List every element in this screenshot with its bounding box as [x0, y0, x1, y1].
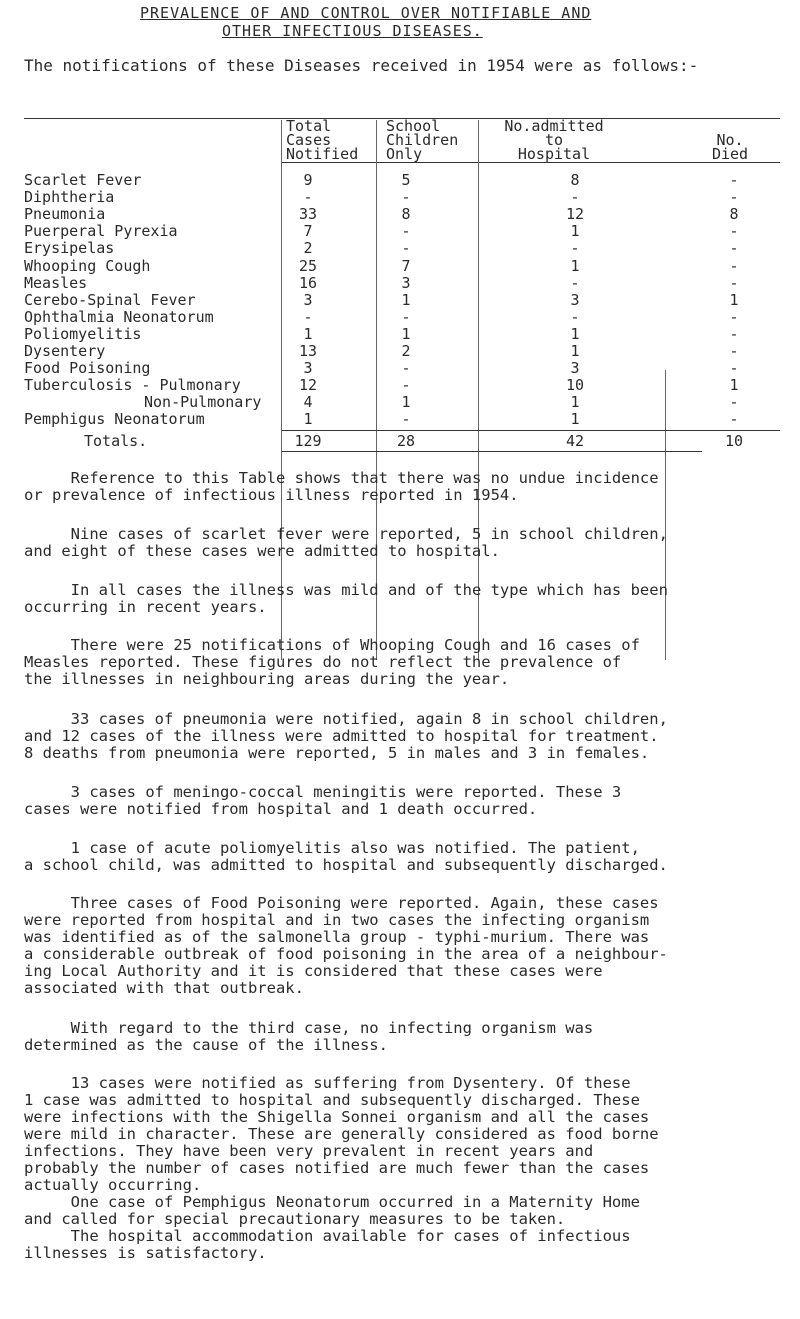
totals-bottom-rule [282, 451, 702, 452]
cell-admitted: 1 [570, 393, 580, 412]
cell-died: - [729, 222, 739, 241]
paragraph-pneumonia: 33 cases of pneumonia were notified, again 8 in school children, and 12 cases of the illness were admitted to hospital for treatment. 8 deaths from pneumonia were reported, 5 in males and 3 in females. [24, 710, 668, 762]
row-label: Food Poisoning [24, 359, 151, 378]
cell-school: - [401, 239, 411, 258]
cell-died: - [729, 256, 739, 275]
header-admitted: No.admitted to Hospital [504, 117, 604, 163]
col-sep-3 [478, 120, 479, 660]
cell-total: - [303, 188, 313, 207]
cell-total: 12 [298, 376, 318, 395]
cell-died: - [729, 188, 739, 207]
paragraph-food-poisoning: Three cases of Food Poisoning were reported. Again, these cases were reported from hospital and in two cases the infecting organism was identified as of the salmonella group - typhi-murium. There was a considerable outbreak of food poisoning in the area of a neighbour- ing Local Authority and it is considered that these cases were associated with that outbreak. [24, 894, 668, 997]
header-school-children: School Children Only [386, 117, 459, 163]
totals-top-rule [282, 430, 780, 431]
cell-total: - [303, 307, 313, 326]
cell-school: 2 [401, 342, 411, 360]
paragraph-third-case: With regard to the third case, no infecting organism was determined as the cause of the illness. [24, 1019, 594, 1054]
row-label: Measles [24, 273, 88, 292]
cell-admitted: - [570, 239, 580, 258]
cell-total: 33 [298, 205, 318, 224]
cell-school: 8 [401, 205, 411, 224]
paragraph-meningitis: 3 cases of meningo-coccal meningitis were reported. These 3 cases were notified from hospital and 1 death occurred. [24, 783, 622, 818]
cell-admitted: 1 [570, 222, 580, 241]
page-heading-line2: OTHER INFECTIOUS DISEASES. [222, 22, 483, 40]
cell-admitted: - [570, 307, 580, 326]
cell-total: 4 [303, 393, 313, 412]
row-label: Non-Pulmonary [144, 393, 262, 412]
cell-admitted: 1 [570, 342, 580, 360]
cell-admitted: 3 [570, 290, 580, 309]
cell-admitted: 1 [570, 324, 580, 343]
cell-total: 25 [298, 256, 318, 275]
cell-school: 1 [401, 393, 411, 412]
cell-admitted: 1 [570, 410, 580, 429]
cell-admitted: 3 [570, 359, 580, 378]
cell-died: 1 [729, 290, 739, 309]
cell-died: - [729, 393, 739, 412]
cell-died: 8 [729, 205, 739, 224]
totals-died: 10 [724, 432, 744, 450]
cell-total: 2 [303, 239, 313, 258]
paragraph-poliomyelitis: 1 case of acute poliomyelitis also was notified. The patient, a school child, was admitted to hospital and subsequently discharged. [24, 839, 668, 874]
cell-school: 5 [401, 171, 411, 189]
cell-admitted: 8 [570, 171, 580, 189]
col-sep-2 [376, 120, 377, 660]
header-died: No. Died [711, 131, 749, 163]
cell-school: - [401, 188, 411, 207]
cell-died: - [729, 171, 739, 189]
cell-died: - [729, 239, 739, 258]
cell-total: 16 [298, 273, 318, 292]
cell-total: 1 [303, 324, 313, 343]
paragraph-dysentery: 13 cases were notified as suffering from Dysentery. Of these 1 case was admitted to hospital and subsequently discharged. These were infections with the Shigella Sonnei organism and all the cases were mild in character. These are generally considered as food borne infections. They have been very prevalent in recent years and probably the number of cases notified are much fewer than the cases actually occurring. One case of Pemphigus Neonatorum occurred in a Maternity Home and called for special precautionary measures to be taken. The hospital accommodation available for cases of infectious illnesses is satisfactory. [24, 1074, 659, 1262]
intro-text: The notifications of these Diseases received in 1954 were as follows:- [24, 56, 699, 75]
cell-died: 1 [729, 376, 739, 395]
cell-died: - [729, 410, 739, 429]
cell-school: - [401, 376, 411, 395]
row-label: Pneumonia [24, 205, 106, 224]
row-label: Poliomyelitis [24, 324, 142, 343]
cell-school: 7 [401, 256, 411, 275]
col-sep-4 [665, 370, 666, 660]
cell-died: - [729, 342, 739, 360]
row-label: Whooping Cough [24, 256, 151, 275]
cell-school: - [401, 307, 411, 326]
col-sep-1 [281, 120, 282, 660]
cell-school: 1 [401, 290, 411, 309]
totals-label: Totals. [84, 432, 148, 450]
cell-died: - [729, 307, 739, 326]
header-total: Total Cases Notified [286, 117, 359, 163]
cell-school: 3 [401, 273, 411, 292]
cell-admitted: 12 [565, 205, 585, 224]
cell-died: - [729, 324, 739, 343]
cell-school: - [401, 222, 411, 241]
row-label: Scarlet Fever [24, 171, 142, 189]
row-label: Erysipelas [24, 239, 115, 258]
cell-total: 3 [303, 359, 313, 378]
page-heading-line1: PREVALENCE OF AND CONTROL OVER NOTIFIABLE AND [140, 4, 592, 22]
cell-admitted: - [570, 273, 580, 292]
paragraph-whooping-measles: There were 25 notifications of Whooping Cough and 16 cases of Measles reported. These figures do not reflect the prevalence of the illnesses in neighbouring areas during the year. [24, 636, 640, 688]
paragraph-reference: Reference to this Table shows that there was no undue incidence or prevalence of infectious illness reported in 1954. [24, 469, 659, 504]
row-label: Cerebo-Spinal Fever [24, 290, 196, 309]
cell-total: 1 [303, 410, 313, 429]
cell-admitted: 10 [565, 376, 585, 395]
paragraph-scarlet-fever: Nine cases of scarlet fever were reported, 5 in school children, and eight of these cases were admitted to hospital. [24, 525, 668, 560]
totals-total: 129 [294, 432, 322, 450]
totals-school: 28 [396, 432, 416, 450]
paragraph-mild-illness: In all cases the illness was mild and of the type which has been occurring in recent years. [24, 581, 668, 616]
row-label: Puerperal Pyrexia [24, 222, 178, 241]
notifications-table [0, 0, 800, 500]
row-label: Tuberculosis - Pulmonary [24, 376, 241, 395]
cell-school: - [401, 410, 411, 429]
cell-school: - [401, 359, 411, 378]
cell-admitted: 1 [570, 256, 580, 275]
cell-died: - [729, 273, 739, 292]
row-label: Diphtheria [24, 188, 115, 207]
cell-total: 3 [303, 290, 313, 309]
cell-died: - [729, 359, 739, 378]
row-label: Ophthalmia Neonatorum [24, 307, 214, 326]
row-label: Pemphigus Neonatorum [24, 410, 205, 429]
cell-admitted: - [570, 188, 580, 207]
cell-total: 13 [298, 342, 318, 360]
cell-total: 9 [303, 171, 313, 189]
cell-school: 1 [401, 324, 411, 343]
row-label: Dysentery [24, 342, 106, 360]
totals-admitted: 42 [565, 432, 585, 450]
header-underline [282, 162, 780, 163]
cell-total: 7 [303, 222, 313, 241]
